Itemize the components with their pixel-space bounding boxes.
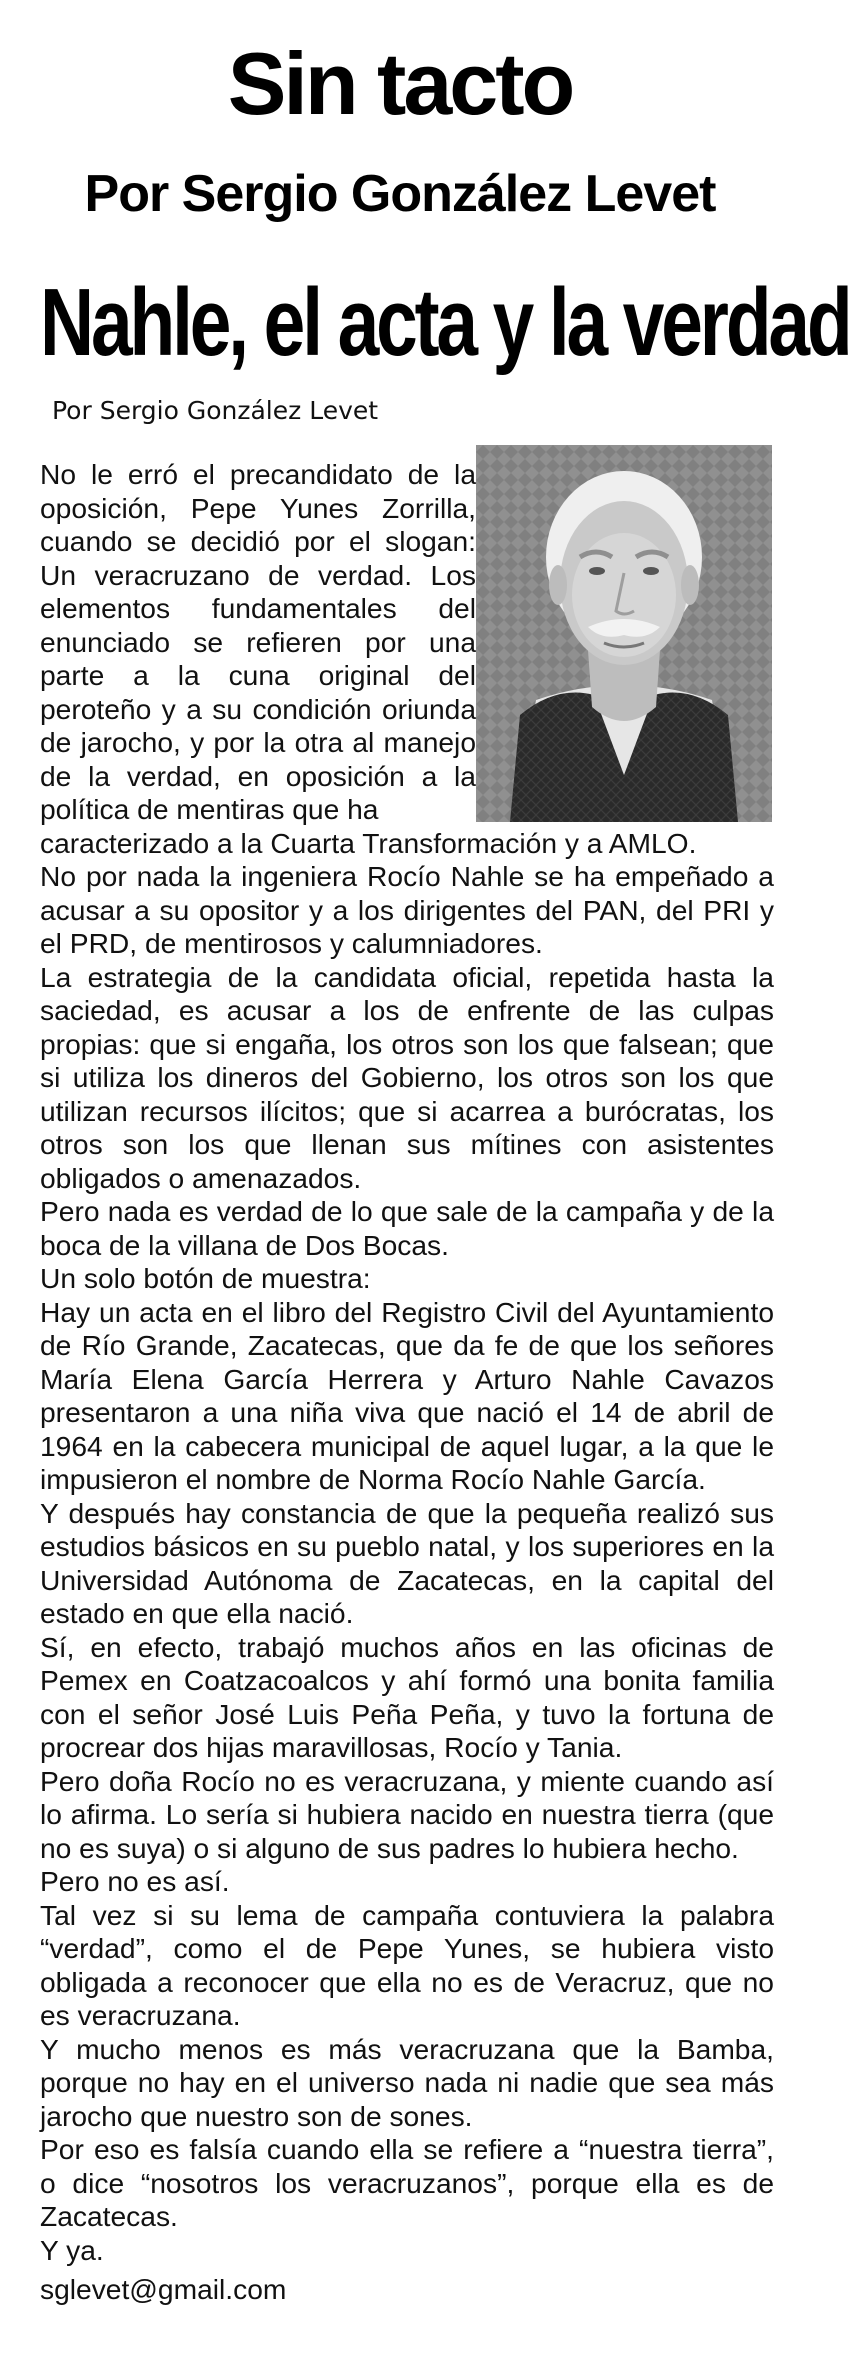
- column-title: Sin tacto: [227, 34, 573, 133]
- article-paragraph: No por nada la ingeniera Rocío Nahle se ha empeñado a acusar a su opositor y a los dirigentes del PAN, del PRI y el PRD, de mentirosos y calumniadores.: [40, 860, 774, 959]
- article-paragraph: Sí, en efecto, trabajó muchos años en las oficinas de Pemex en Coatzacoalcos y ahí formó una bonita familia con el señor José Luis Peña Peña, y tuvo la fortuna de procrear dos hijas maravillosas, Rocío y Tania.: [40, 1630, 774, 1763]
- article-paragraph: Hay un acta en el libro del Registro Civil del Ayuntamiento de Río Grande, Zacatecas, que da fe de que los señores María Elena García Herrera y Arturo Nahle Cavazos presentaron a una niña viva que nació el 14 de abril de 1964 en la cabecera municipal de aquel lugar, a la que le impusieron el nombre de Norma Rocío Nahle García.: [40, 1295, 774, 1495]
- article-byline: Por Sergio González Levet: [52, 396, 379, 425]
- article-paragraph: Y mucho menos es más veracruzana que la Bamba, porque no hay en el universo nada ni nadie que sea más jarocho que nuestro son de sones.: [40, 2032, 774, 2132]
- article-paragraph: Tal vez si su lema de campaña contuviera la palabra “verdad”, como el de Pepe Yunes, se hubiera visto obligada a reconocer que ella no es de Veracruz, que no es veracruzana.: [40, 1898, 774, 2031]
- article-paragraph: caracterizado a la Cuarta Transformación y a AMLO.: [40, 826, 697, 859]
- article-paragraph: Y después hay constancia de que la pequeña realizó sus estudios básicos en su pueblo natal, y los superiores en la Universidad Autónoma de Zacatecas, en la capital del estado en que ella nació.: [40, 1496, 774, 1629]
- article-paragraph: La estrategia de la candidata oficial, repetida hasta la saciedad, es acusar a los de enfrente de las culpas propias: que si engaña, los otros son los que falsean; que si utiliza los dineros del Gobierno, los otros son los que utilizan recursos ilícitos; que si acarrea a burócratas, los otros son los que llenan sus mítines con asistentes obligados o amenazados.: [40, 960, 774, 1194]
- article-lead-paragraph: No le erró el precandidato de la oposición, Pepe Yunes Zorrilla, cuando se decidió por el slogan: Un veracruzano de verdad. Los elementos fundamentales del enunciado se refieren por una parte a la cuna original del peroteño y a su condición oriunda de jarocho, y por la otra al manejo de la verdad, en oposición a la política de mentiras que ha: [40, 458, 476, 825]
- article-paragraph: Un solo botón de muestra:: [40, 1262, 371, 1294]
- article-paragraph: Por eso es falsía cuando ella se refiere a “nuestra tierra”, o dice “nosotros los veracruzanos”, porque ella es de Zacatecas.: [40, 2133, 774, 2232]
- article-paragraph: Pero nada es verdad de lo que sale de la campaña y de la boca de la villana de Dos Bocas.: [40, 1195, 774, 1261]
- article-body: [40, 458, 774, 2307]
- column-author-line: Por Sergio González Levet: [84, 165, 716, 223]
- author-email: sglevet@gmail.com: [40, 2273, 287, 2305]
- article-paragraph: Y ya.: [40, 2233, 104, 2266]
- article-headline: Nahle, el acta y la verdad: [40, 269, 850, 376]
- article-paragraph: Pero doña Rocío no es veracruzana, y miente cuando así lo afirma. Lo sería si hubiera nacido en nuestra tierra (que no es suya) o si alguno de sus padres lo hubiera hecho.: [40, 1764, 774, 1864]
- article-paragraph: Pero no es así.: [40, 1865, 230, 1897]
